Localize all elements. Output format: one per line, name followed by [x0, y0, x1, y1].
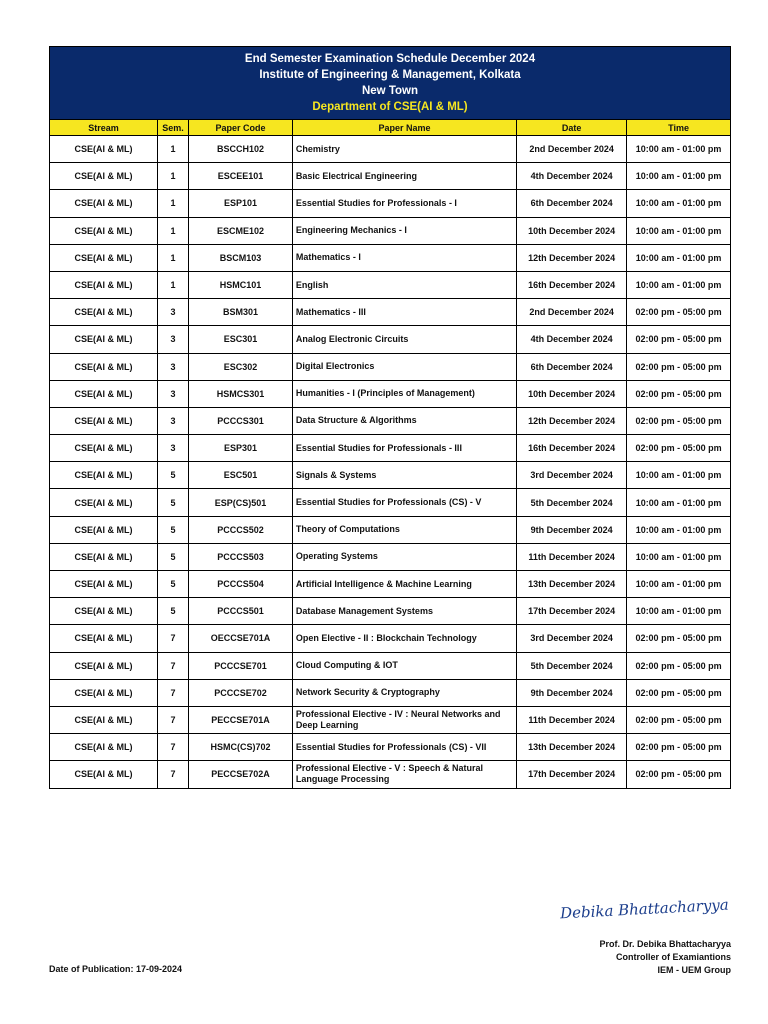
paper-name-cell: Database Management Systems [292, 598, 516, 625]
sem-cell: 1 [157, 190, 188, 217]
signer-name: Prof. Dr. Debika Bhattacharyya [599, 939, 731, 949]
sem-cell: 5 [157, 571, 188, 598]
paper-name-cell: Essential Studies for Professionals - III [292, 435, 516, 462]
table-row [50, 299, 731, 326]
time-cell: 02:00 pm - 05:00 pm [627, 435, 731, 462]
sem-cell: 7 [157, 625, 188, 652]
table-row [50, 652, 731, 679]
campus-name: New Town [361, 85, 418, 97]
sem-cell: 5 [157, 462, 188, 489]
signer-org: IEM - UEM Group [657, 965, 731, 975]
sem-cell: 3 [157, 326, 188, 353]
sem-cell: 3 [157, 380, 188, 407]
paper-name-cell: Signals & Systems [292, 462, 516, 489]
paper-name-cell: Basic Electrical Engineering [292, 163, 516, 190]
paper-name-cell: Cloud Computing & IOT [292, 652, 516, 679]
paper-code-cell: PCCCS301 [189, 407, 293, 434]
stream-cell: CSE(AI & ML) [50, 407, 158, 434]
schedule-sheet [49, 46, 731, 789]
table-row [50, 761, 731, 788]
table-row [50, 679, 731, 706]
date-cell: 5th December 2024 [517, 652, 627, 679]
paper-name-cell: Chemistry [292, 136, 516, 163]
table-body [50, 136, 731, 789]
paper-name-cell: Data Structure & Algorithms [292, 407, 516, 434]
paper-name-cell: Operating Systems [292, 543, 516, 570]
sem-cell: 7 [157, 706, 188, 733]
stream-cell: CSE(AI & ML) [50, 679, 158, 706]
paper-name-cell: Engineering Mechanics - I [292, 217, 516, 244]
stream-cell: CSE(AI & ML) [50, 652, 158, 679]
time-cell: 02:00 pm - 05:00 pm [627, 761, 731, 788]
table-header-row [50, 120, 731, 136]
table-row [50, 217, 731, 244]
stream-cell: CSE(AI & ML) [50, 190, 158, 217]
paper-name-cell: Professional Elective - IV : Neural Networks and Deep Learning [292, 706, 516, 733]
paper-code-cell: PCCCSE701 [189, 652, 293, 679]
sem-cell: 1 [157, 163, 188, 190]
paper-code-cell: ESC301 [189, 326, 293, 353]
sem-cell: 7 [157, 652, 188, 679]
table-row [50, 543, 731, 570]
time-cell: 02:00 pm - 05:00 pm [627, 734, 731, 761]
header-stream: Stream [50, 120, 158, 136]
paper-name-cell: Essential Studies for Professionals (CS) - V [292, 489, 516, 516]
paper-code-cell: PECCSE701A [189, 706, 293, 733]
paper-code-cell: ESP(CS)501 [189, 489, 293, 516]
time-cell: 02:00 pm - 05:00 pm [627, 380, 731, 407]
sem-cell: 3 [157, 353, 188, 380]
table-row [50, 136, 731, 163]
paper-code-cell: HSMC101 [189, 271, 293, 298]
date-cell: 9th December 2024 [517, 679, 627, 706]
date-cell: 3rd December 2024 [517, 625, 627, 652]
date-cell: 2nd December 2024 [517, 136, 627, 163]
time-cell: 02:00 pm - 05:00 pm [627, 652, 731, 679]
sem-cell: 7 [157, 679, 188, 706]
date-cell: 17th December 2024 [517, 761, 627, 788]
stream-cell: CSE(AI & ML) [50, 462, 158, 489]
paper-name-cell: Humanities - I (Principles of Management) [292, 380, 516, 407]
paper-code-cell: ESCEE101 [189, 163, 293, 190]
date-cell: 12th December 2024 [517, 244, 627, 271]
paper-code-cell: PCCCS503 [189, 543, 293, 570]
table-row [50, 353, 731, 380]
publication-date: Date of Publication: 17-09-2024 [49, 964, 183, 974]
time-cell: 10:00 am - 01:00 pm [627, 190, 731, 217]
paper-code-cell: ESC501 [189, 462, 293, 489]
stream-cell: CSE(AI & ML) [50, 761, 158, 788]
stream-cell: CSE(AI & ML) [50, 136, 158, 163]
paper-name-cell: Analog Electronic Circuits [292, 326, 516, 353]
date-cell: 4th December 2024 [517, 163, 627, 190]
paper-code-cell: ESC302 [189, 353, 293, 380]
paper-code-cell: PCCCS502 [189, 516, 293, 543]
table-row [50, 625, 731, 652]
stream-cell: CSE(AI & ML) [50, 353, 158, 380]
table-row [50, 244, 731, 271]
time-cell: 10:00 am - 01:00 pm [627, 244, 731, 271]
stream-cell: CSE(AI & ML) [50, 706, 158, 733]
header-time: Time [627, 120, 731, 136]
stream-cell: CSE(AI & ML) [50, 244, 158, 271]
time-cell: 10:00 am - 01:00 pm [627, 598, 731, 625]
paper-code-cell: BSM301 [189, 299, 293, 326]
table-row [50, 407, 731, 434]
institute-name: Institute of Engineering & Management, Kolkata [259, 69, 521, 81]
signature: Debika Bhattacharyya [559, 895, 730, 923]
table-row [50, 571, 731, 598]
date-cell: 11th December 2024 [517, 543, 627, 570]
schedule-banner [49, 46, 731, 119]
date-cell: 3rd December 2024 [517, 462, 627, 489]
paper-code-cell: PCCCSE702 [189, 679, 293, 706]
paper-name-cell: Professional Elective - V : Speech & Natural Language Processing [292, 761, 516, 788]
time-cell: 10:00 am - 01:00 pm [627, 136, 731, 163]
stream-cell: CSE(AI & ML) [50, 163, 158, 190]
paper-name-cell: Essential Studies for Professionals (CS) - VII [292, 734, 516, 761]
signer-block [599, 938, 731, 977]
stream-cell: CSE(AI & ML) [50, 625, 158, 652]
paper-code-cell: PECCSE702A [189, 761, 293, 788]
header-paper-code: Paper Code [189, 120, 293, 136]
paper-name-cell: Essential Studies for Professionals - I [292, 190, 516, 217]
time-cell: 10:00 am - 01:00 pm [627, 489, 731, 516]
paper-code-cell: HSMC(CS)702 [189, 734, 293, 761]
stream-cell: CSE(AI & ML) [50, 326, 158, 353]
stream-cell: CSE(AI & ML) [50, 489, 158, 516]
time-cell: 02:00 pm - 05:00 pm [627, 299, 731, 326]
table-row [50, 462, 731, 489]
header-date: Date [517, 120, 627, 136]
date-cell: 16th December 2024 [517, 271, 627, 298]
table-row [50, 326, 731, 353]
time-cell: 10:00 am - 01:00 pm [627, 217, 731, 244]
table-row [50, 706, 731, 733]
date-cell: 13th December 2024 [517, 734, 627, 761]
signer-role: Controller of Examiantions [615, 952, 731, 962]
sem-cell: 1 [157, 136, 188, 163]
table-row [50, 598, 731, 625]
sem-cell: 1 [157, 217, 188, 244]
paper-name-cell: Mathematics - III [292, 299, 516, 326]
stream-cell: CSE(AI & ML) [50, 598, 158, 625]
paper-code-cell: ESCME102 [189, 217, 293, 244]
stream-cell: CSE(AI & ML) [50, 271, 158, 298]
department-name: Department of CSE(AI & ML) [312, 101, 468, 113]
sem-cell: 3 [157, 435, 188, 462]
sem-cell: 5 [157, 543, 188, 570]
table-row [50, 380, 731, 407]
paper-name-cell: Artificial Intelligence & Machine Learning [292, 571, 516, 598]
time-cell: 10:00 am - 01:00 pm [627, 543, 731, 570]
paper-code-cell: OECCSE701A [189, 625, 293, 652]
time-cell: 02:00 pm - 05:00 pm [627, 353, 731, 380]
paper-name-cell: Theory of Computations [292, 516, 516, 543]
schedule-title: End Semester Examination Schedule December 2024 [244, 53, 536, 65]
sem-cell: 1 [157, 271, 188, 298]
paper-code-cell: BSCM103 [189, 244, 293, 271]
time-cell: 10:00 am - 01:00 pm [627, 462, 731, 489]
stream-cell: CSE(AI & ML) [50, 380, 158, 407]
table-row [50, 271, 731, 298]
time-cell: 02:00 pm - 05:00 pm [627, 326, 731, 353]
paper-name-cell: Mathematics - I [292, 244, 516, 271]
stream-cell: CSE(AI & ML) [50, 571, 158, 598]
time-cell: 02:00 pm - 05:00 pm [627, 407, 731, 434]
paper-name-cell: Network Security & Cryptography [292, 679, 516, 706]
paper-code-cell: PCCCS501 [189, 598, 293, 625]
paper-name-cell: Digital Electronics [292, 353, 516, 380]
time-cell: 02:00 pm - 05:00 pm [627, 625, 731, 652]
sem-cell: 1 [157, 244, 188, 271]
paper-code-cell: PCCCS504 [189, 571, 293, 598]
time-cell: 02:00 pm - 05:00 pm [627, 706, 731, 733]
schedule-table [49, 119, 731, 789]
paper-code-cell: HSMCS301 [189, 380, 293, 407]
date-cell: 16th December 2024 [517, 435, 627, 462]
date-cell: 4th December 2024 [517, 326, 627, 353]
table-row [50, 190, 731, 217]
time-cell: 10:00 am - 01:00 pm [627, 163, 731, 190]
stream-cell: CSE(AI & ML) [50, 299, 158, 326]
table-row [50, 435, 731, 462]
table-row [50, 163, 731, 190]
sem-cell: 7 [157, 734, 188, 761]
header-sem: Sem. [157, 120, 188, 136]
date-cell: 6th December 2024 [517, 353, 627, 380]
date-cell: 5th December 2024 [517, 489, 627, 516]
paper-code-cell: ESP301 [189, 435, 293, 462]
stream-cell: CSE(AI & ML) [50, 217, 158, 244]
stream-cell: CSE(AI & ML) [50, 734, 158, 761]
header-paper-name: Paper Name [292, 120, 516, 136]
paper-name-cell: Open Elective - II : Blockchain Technology [292, 625, 516, 652]
sem-cell: 3 [157, 407, 188, 434]
stream-cell: CSE(AI & ML) [50, 516, 158, 543]
date-cell: 6th December 2024 [517, 190, 627, 217]
date-cell: 2nd December 2024 [517, 299, 627, 326]
date-cell: 10th December 2024 [517, 380, 627, 407]
table-row [50, 734, 731, 761]
table-row [50, 516, 731, 543]
date-cell: 13th December 2024 [517, 571, 627, 598]
sem-cell: 7 [157, 761, 188, 788]
time-cell: 10:00 am - 01:00 pm [627, 571, 731, 598]
date-cell: 17th December 2024 [517, 598, 627, 625]
sem-cell: 5 [157, 598, 188, 625]
sem-cell: 3 [157, 299, 188, 326]
paper-name-cell: English [292, 271, 516, 298]
paper-code-cell: ESP101 [189, 190, 293, 217]
paper-code-cell: BSCCH102 [189, 136, 293, 163]
table-row [50, 489, 731, 516]
date-cell: 10th December 2024 [517, 217, 627, 244]
time-cell: 02:00 pm - 05:00 pm [627, 679, 731, 706]
date-cell: 12th December 2024 [517, 407, 627, 434]
date-cell: 9th December 2024 [517, 516, 627, 543]
stream-cell: CSE(AI & ML) [50, 435, 158, 462]
time-cell: 10:00 am - 01:00 pm [627, 516, 731, 543]
time-cell: 10:00 am - 01:00 pm [627, 271, 731, 298]
sem-cell: 5 [157, 516, 188, 543]
date-cell: 11th December 2024 [517, 706, 627, 733]
stream-cell: CSE(AI & ML) [50, 543, 158, 570]
sem-cell: 5 [157, 489, 188, 516]
